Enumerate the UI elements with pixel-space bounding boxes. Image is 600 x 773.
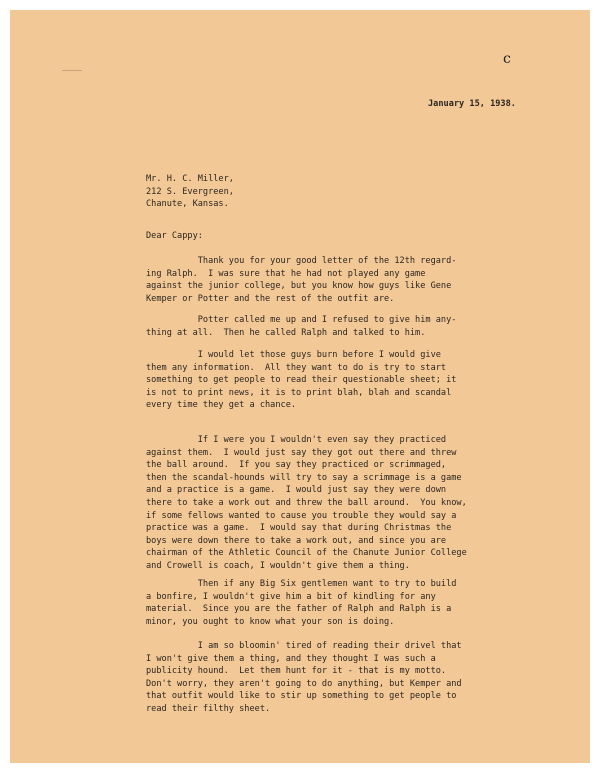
corner-mark: c [503, 51, 511, 67]
address-line: Chanute, Kansas. [146, 199, 229, 210]
paragraph-1: Thank you for your good letter of the 12th regard- ing Ralph. I was sure that he had not played any game against the junior college, but you know how guys like Gene Kemper or Potter and the rest of the outfit are. [146, 256, 457, 304]
paragraph-3: I would let those guys burn before I would give them any information. All they want to do is try to start something to get people to read their questionable sheet; it is not to print news, it is to print blah, blah and scandal every time they get a chance. [146, 350, 457, 411]
salutation: Dear Cappy: [146, 231, 203, 241]
stray-mark [62, 70, 82, 71]
letter-date: January 15, 1938. [428, 99, 516, 109]
address-line: Mr. H. C. Miller, [146, 174, 234, 184]
paragraph-5: Then if any Big Six gentlemen want to try to build a bonfire, I wouldn't give him a bit of kindling for any material. Since you are the father of Ralph and Ralph is a minor, you ought to know what your son is doing. [146, 579, 457, 627]
paragraph-2: Potter called me up and I refused to give him any- thing at all. Then he called Ralph and talked to him. [146, 315, 457, 338]
recipient-address [146, 173, 234, 211]
address-line: 212 S. Evergreen, [146, 186, 234, 197]
paragraph-6: I am so bloomin' tired of reading their drivel that I won't give them a thing, and they thought I was such a publicity hound. Let them hunt for it - that is my motto. Don't worry, they aren't going to do anything, but Kemper and that outfit would like to stir up something to get people to read their filthy sheet. [146, 641, 462, 714]
paragraph-4: If I were you I wouldn't even say they practiced against them. I would just say they got out there and threw the ball around. If you say they practiced or scrimmaged, then the scandal-hounds will try to say a scrimmage is a game and a practice is a game. I would just say they were down there to take a work out and threw the ball around. You know, if some fellows wanted to cause you trouble they would say a practice was a game. I would say that during Christmas the boys were down there to take a work out, and since you are chairman of the Athletic Council of the Chanute Junior College and Crowell is coach, I wouldn't give them a thing. [146, 435, 467, 571]
